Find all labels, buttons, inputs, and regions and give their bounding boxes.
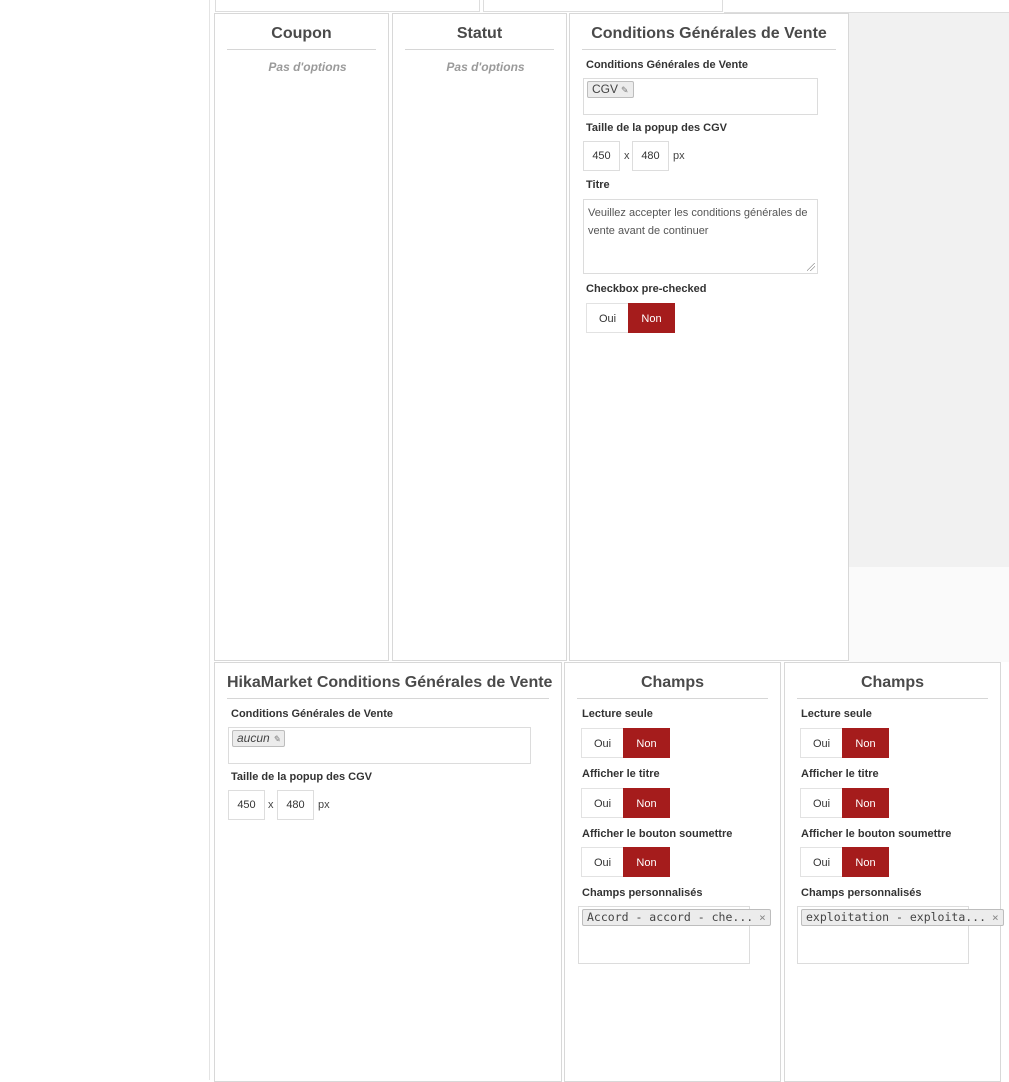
close-icon[interactable]: × — [759, 911, 766, 924]
close-icon[interactable]: × — [992, 911, 999, 924]
toggle-oui-button[interactable]: Oui — [800, 788, 842, 818]
show-submit-toggle — [581, 847, 670, 877]
resize-handle-icon[interactable] — [807, 263, 815, 271]
custom-fields-select[interactable] — [578, 906, 766, 964]
popup-width-input[interactable]: 450 — [228, 790, 265, 820]
popup-size-label: Taille de la popup des CGV — [231, 771, 372, 783]
no-options-text: Pas d'options — [446, 60, 525, 74]
titre-textarea[interactable] — [583, 199, 818, 274]
toggle-non-button[interactable]: Non — [842, 788, 889, 818]
statut-panel — [392, 13, 567, 661]
selected-tag[interactable] — [801, 909, 1004, 926]
panel-title: Conditions Générales de Vente — [582, 25, 836, 50]
size-unit: px — [673, 150, 685, 162]
toggle-oui-button[interactable]: Oui — [800, 847, 842, 877]
panel-title: Champs — [797, 674, 988, 699]
size-separator: x — [624, 150, 630, 162]
custom-fields-label: Champs personnalisés — [801, 887, 922, 899]
panel-title: Champs — [577, 674, 768, 699]
checkbox-prechecked-toggle — [586, 303, 675, 333]
checkbox-prechecked-label: Checkbox pre-checked — [586, 283, 707, 295]
selected-tag[interactable] — [582, 909, 771, 926]
size-separator: x — [268, 799, 274, 811]
champs-panel-1 — [564, 662, 781, 1082]
hikamarket-cgv-select[interactable] — [228, 727, 531, 764]
toggle-non-button[interactable]: Non — [842, 847, 889, 877]
no-options-text: Pas d'options — [268, 60, 347, 74]
toggle-oui-button[interactable]: Oui — [581, 788, 623, 818]
toggle-non-button[interactable]: Non — [623, 788, 670, 818]
titre-text: Veuillez accepter les conditions générales de vente avant de continuer — [588, 207, 808, 237]
selected-tag[interactable] — [232, 730, 285, 747]
toggle-oui-button[interactable]: Oui — [586, 303, 628, 333]
previous-panel-edge — [215, 0, 480, 12]
cgv-select[interactable] — [583, 78, 818, 115]
pencil-icon[interactable]: ✎ — [621, 85, 629, 95]
toggle-non-button[interactable]: Non — [842, 728, 889, 758]
popup-width-input[interactable]: 450 — [583, 141, 620, 171]
toggle-non-button[interactable]: Non — [623, 728, 670, 758]
toggle-oui-button[interactable]: Oui — [581, 728, 623, 758]
toggle-non-button[interactable]: Non — [623, 847, 670, 877]
show-title-toggle — [800, 788, 889, 818]
toggle-oui-button[interactable]: Oui — [581, 847, 623, 877]
pencil-icon[interactable]: ✎ — [272, 734, 281, 744]
toggle-non-button[interactable]: Non — [628, 303, 675, 333]
empty-drop-area-lower — [849, 567, 1009, 662]
readonly-label: Lecture seule — [582, 708, 653, 720]
tag-label: aucun — [237, 731, 270, 745]
empty-drop-area — [849, 13, 1009, 567]
coupon-panel — [214, 13, 389, 661]
popup-height-input[interactable]: 480 — [277, 790, 314, 820]
hikamarket-cgv-panel — [214, 662, 562, 1082]
previous-panel-edge — [483, 0, 723, 12]
show-title-toggle — [581, 788, 670, 818]
readonly-toggle — [800, 728, 889, 758]
show-submit-label: Afficher le bouton soumettre — [582, 828, 733, 840]
show-submit-toggle — [800, 847, 889, 877]
popup-height-input[interactable]: 480 — [632, 141, 669, 171]
cgv-panel — [569, 13, 849, 661]
tag-label: Accord - accord - che... — [587, 910, 754, 924]
show-title-label: Afficher le titre — [801, 768, 879, 780]
popup-size-label: Taille de la popup des CGV — [586, 122, 727, 134]
tag-label: exploitation - exploita... — [806, 910, 987, 924]
panel-title: HikaMarket Conditions Générales de Vente — [227, 674, 549, 699]
custom-fields-label: Champs personnalisés — [582, 887, 703, 899]
cgv-field-label: Conditions Générales de Vente — [586, 59, 748, 71]
selected-tag[interactable] — [587, 81, 634, 98]
tag-label: CGV — [592, 82, 619, 96]
titre-label: Titre — [586, 179, 610, 191]
custom-fields-select[interactable] — [797, 906, 999, 964]
panel-title: Coupon — [227, 25, 376, 50]
cgv-field-label: Conditions Générales de Vente — [231, 708, 393, 720]
toggle-oui-button[interactable]: Oui — [800, 728, 842, 758]
readonly-label: Lecture seule — [801, 708, 872, 720]
champs-panel-2 — [784, 662, 1001, 1082]
panel-title: Statut — [405, 25, 554, 50]
left-divider — [209, 0, 210, 1080]
size-unit: px — [318, 799, 330, 811]
readonly-toggle — [581, 728, 670, 758]
show-title-label: Afficher le titre — [582, 768, 660, 780]
show-submit-label: Afficher le bouton soumettre — [801, 828, 952, 840]
